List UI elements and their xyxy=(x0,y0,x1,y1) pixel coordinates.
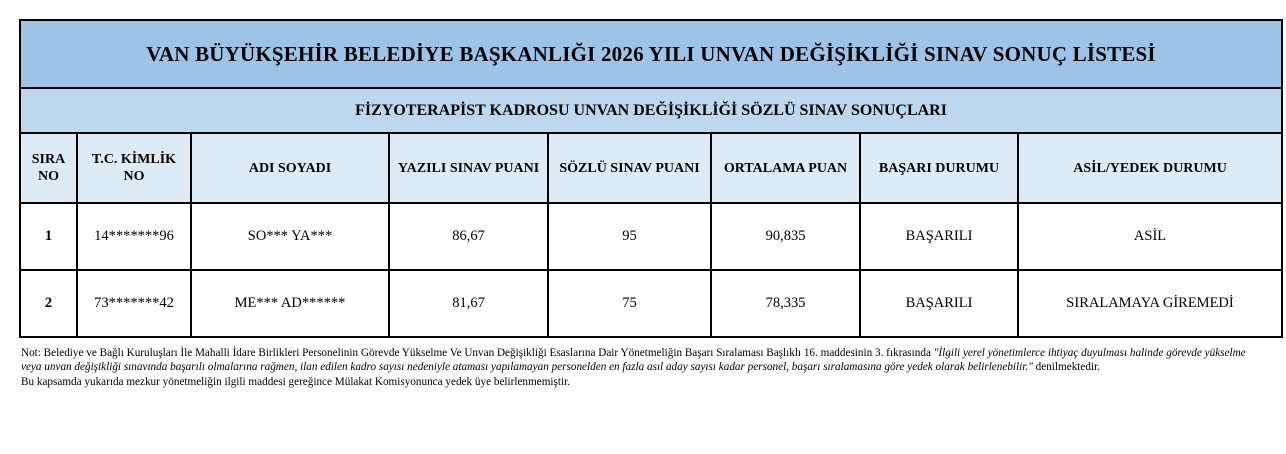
cell-asil-yedek-durumu: SIRALAMAYA GİREMEDİ xyxy=(1018,270,1282,337)
column-header-yazili-puan: YAZILI SINAV PUANI xyxy=(389,133,548,203)
cell-adi-soyadi: SO*** YA*** xyxy=(191,203,389,270)
cell-basari-durumu: BAŞARILI xyxy=(860,270,1018,337)
cell-asil-yedek-durumu: ASİL xyxy=(1018,203,1282,270)
title-row xyxy=(20,20,1282,88)
footnote-paragraph xyxy=(21,347,1257,374)
cell-yazili-puan: 81,67 xyxy=(389,270,548,337)
page-subtitle: FİZYOTERAPİST KADROSU UNVAN DEĞİŞİKLİĞİ SÖZLÜ SINAV SONUÇLARI xyxy=(20,88,1282,133)
cell-tc-kimlik: 73*******42 xyxy=(77,270,191,337)
page-title: VAN BÜYÜKŞEHİR BELEDİYE BAŞKANLIĞI 2026 YILI UNVAN DEĞİŞİKLİĞİ SINAV SONUÇ LİSTESİ xyxy=(20,20,1282,88)
footnote-suffix: denilmektedir. xyxy=(1032,360,1100,373)
cell-sozlu-puan: 95 xyxy=(548,203,711,270)
column-header-asil-yedek-durumu: ASİL/YEDEK DURUMU xyxy=(1018,133,1282,203)
column-header-tc-kimlik-no: T.C. KİMLİK NO xyxy=(77,133,191,203)
results-table xyxy=(19,19,1283,338)
column-header-sozlu-puan: SÖZLÜ SINAV PUANI xyxy=(548,133,711,203)
column-header-adi-soyadi: ADI SOYADI xyxy=(191,133,389,203)
cell-adi-soyadi: ME*** AD****** xyxy=(191,270,389,337)
cell-sira-no: 2 xyxy=(20,270,77,337)
footnote xyxy=(21,347,1257,390)
column-header-ortalama-puan: ORTALAMA PUAN xyxy=(711,133,860,203)
column-header-basari-durumu: BAŞARI DURUMU xyxy=(860,133,1018,203)
column-header-sira-no: SIRA NO xyxy=(20,133,77,203)
footnote-prefix: Not: Belediye ve Bağlı Kuruluşları İle Mahalli İdare Birlikleri Personelinin Görevde Yükselme Ve Unvan Değişikliği Esaslarına Dair Yönetmeliğin Başarı Sıralaması Başlıklı 16. maddesinin 3. fıkrasında xyxy=(21,347,934,359)
footnote-second-line: Bu kapsamda yukarıda mezkur yönetmeliğin ilgili maddesi gereğince Mülakat Komisyonunca yedek üye belirlenmemiştir. xyxy=(21,376,570,389)
cell-ortalama-puan: 78,335 xyxy=(711,270,860,337)
table-header-row xyxy=(20,133,1282,203)
cell-ortalama-puan: 90,835 xyxy=(711,203,860,270)
footnote-quote: "İlgili yerel yönetimlerce ihtiyaç duyulması halinde görevde yükselme veya unvan değişikliği sınavında başarılı olmalarına rağmen, ilan edilen kadro sayısı nedeniyle ataması yapılamayan personelden en fazla asıl aday sayısı kadar personel, başarı sıralamasına göre yedek olarak belirlenebilir." xyxy=(21,347,1246,373)
cell-basari-durumu: BAŞARILI xyxy=(860,203,1018,270)
cell-sira-no: 1 xyxy=(20,203,77,270)
cell-tc-kimlik: 14*******96 xyxy=(77,203,191,270)
subtitle-row xyxy=(20,88,1282,133)
table-row xyxy=(20,270,1282,337)
cell-yazili-puan: 86,67 xyxy=(389,203,548,270)
cell-sozlu-puan: 75 xyxy=(548,270,711,337)
table-row xyxy=(20,203,1282,270)
